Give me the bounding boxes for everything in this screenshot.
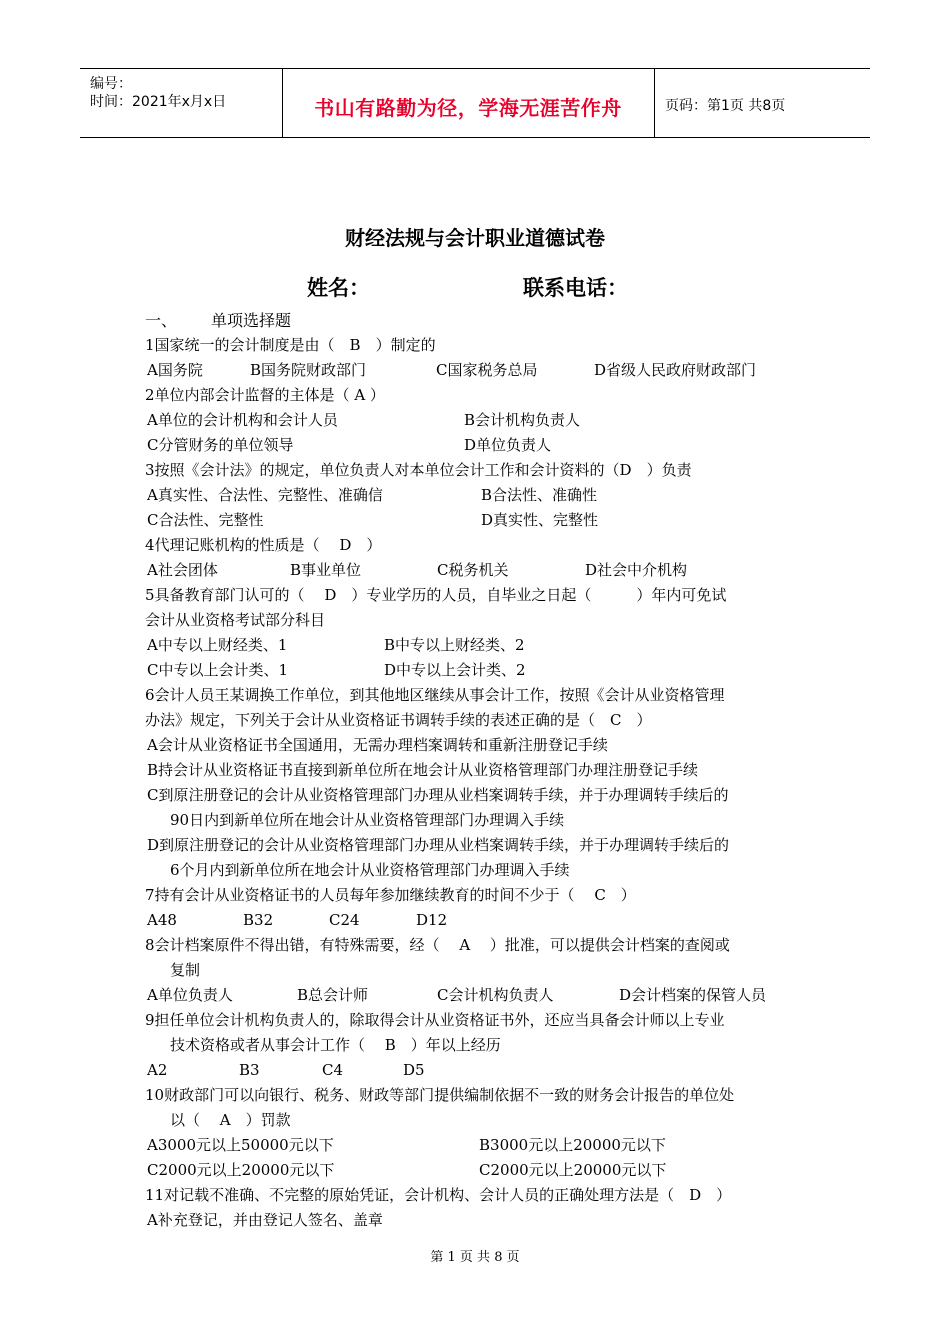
option: D5 xyxy=(403,1061,425,1079)
option: A单位负责人 xyxy=(147,986,233,1004)
option: C2000元以上20000元以下 xyxy=(147,1161,335,1179)
question-line: 复制 xyxy=(170,961,201,979)
option: C到原注册登记的会计从业资格管理部门办理从业档案调转手续，并于办理调转手续后的 xyxy=(147,786,729,804)
option: B合法性、准确性 xyxy=(481,486,598,504)
option: C2000元以上20000元以下 xyxy=(479,1161,667,1179)
option: B持会计从业资格证书直接到新单位所在地会计从业资格管理部门办理注册登记手续 xyxy=(147,761,699,779)
option: A单位的会计机构和会计人员 xyxy=(147,411,338,429)
option: A会计从业资格证书全国通用，无需办理档案调转和重新注册登记手续 xyxy=(147,736,608,754)
question-line: 4代理记账机构的性质是（ D ） xyxy=(145,536,382,554)
motto: 书山有路勤为径，学海无涯苦作舟 xyxy=(314,96,622,120)
option: D真实性、完整性 xyxy=(481,511,599,529)
option: B事业单位 xyxy=(290,561,362,579)
option: D单位负责人 xyxy=(464,436,552,454)
option: 6个月内到新单位所在地会计从业资格管理部门办理调入手续 xyxy=(170,861,570,879)
option: D会计档案的保管人员 xyxy=(619,986,767,1004)
question-line: 5具备教育部门认可的（ D ）专业学历的人员，自毕业之日起（ ）年内可免试 xyxy=(145,586,727,604)
option: B总会计师 xyxy=(297,986,369,1004)
question-line: 6会计人员王某调换工作单位，到其他地区继续从事会计工作，按照《会计从业资格管理 xyxy=(145,686,725,704)
code-label: 编号： xyxy=(90,76,132,92)
page-info: 页码：第1页 共8页 xyxy=(665,98,786,114)
question-line: 9担任单位会计机构负责人的，除取得会计从业资格证书外，还应当具备会计师以上专业 xyxy=(145,1011,725,1029)
option: D到原注册登记的会计从业资格管理部门办理从业档案调转手续，并于办理调转手续后的 xyxy=(147,836,730,854)
header-left-cell xyxy=(80,69,283,137)
header-table xyxy=(80,68,870,138)
option: D12 xyxy=(416,911,448,929)
header-right-cell xyxy=(655,69,870,137)
option: C分管财务的单位领导 xyxy=(147,436,294,454)
header-middle-cell xyxy=(282,69,655,137)
question-line: 技术资格或者从事会计工作（ B ）年以上经历 xyxy=(170,1036,501,1054)
option: A社会团体 xyxy=(147,561,218,579)
question-line: 10财政部门可以向银行、税务、财政等部门提供编制依据不一致的财务会计报告的单位处 xyxy=(145,1086,735,1104)
option: C4 xyxy=(322,1061,344,1079)
option: D省级人民政府财政部门 xyxy=(594,361,757,379)
option: C中专以上会计类、1 xyxy=(147,661,289,679)
option: C国家税务总局 xyxy=(436,361,538,379)
question-line: 3按照《会计法》的规定，单位负责人对本单位会计工作和会计资料的（D ）负责 xyxy=(145,461,692,479)
option: A2 xyxy=(147,1061,168,1079)
option: A3000元以上50000元以下 xyxy=(147,1136,334,1154)
option: D社会中介机构 xyxy=(585,561,688,579)
option: B32 xyxy=(243,911,274,929)
option: A补充登记，并由登记人签名、盖章 xyxy=(147,1211,383,1229)
option: A48 xyxy=(147,911,177,929)
question-line: 8会计档案原件不得出错，有特殊需要，经（ A ）批准，可以提供会计档案的查阅或 xyxy=(145,936,730,954)
option: C税务机关 xyxy=(437,561,509,579)
option: C会计机构负责人 xyxy=(437,986,554,1004)
question-line: 11对记载不准确、不完整的原始凭证，会计机构、会计人员的正确处理方法是（ D ） xyxy=(145,1186,732,1204)
option: B3 xyxy=(239,1061,260,1079)
option: A真实性、合法性、完整性、准确信 xyxy=(147,486,383,504)
question-line: 以（ A ）罚款 xyxy=(170,1111,291,1129)
question-line: 办法》规定，下列关于会计从业资格证书调转手续的表述正确的是（ C ） xyxy=(145,711,652,729)
option: 90日内到新单位所在地会计从业资格管理部门办理调入手续 xyxy=(170,811,565,829)
name-label: 姓名： xyxy=(307,276,370,300)
option: C24 xyxy=(329,911,360,929)
option: B国务院财政部门 xyxy=(250,361,367,379)
page-footer: 第 1 页 共 8 页 xyxy=(430,1250,520,1265)
option: C合法性、完整性 xyxy=(147,511,264,529)
option: B中专以上财经类、2 xyxy=(384,636,525,654)
option: A中专以上财经类、1 xyxy=(147,636,288,654)
section-heading: 单项选择题 xyxy=(211,311,292,330)
option: A国务院 xyxy=(147,361,203,379)
option: D中专以上会计类、2 xyxy=(384,661,526,679)
question-line: 会计从业资格考试部分科目 xyxy=(145,611,326,629)
section-number: 一、 xyxy=(145,311,178,330)
exam-title: 财经法规与会计职业道德试卷 xyxy=(345,226,605,250)
question-line: 1国家统一的会计制度是由（ B ）制定的 xyxy=(145,336,436,354)
option: B会计机构负责人 xyxy=(464,411,581,429)
question-line: 2单位内部会计监督的主体是（ A ） xyxy=(145,386,385,404)
phone-label: 联系电话： xyxy=(523,276,628,300)
option: B3000元以上20000元以下 xyxy=(479,1136,666,1154)
date-line: 时间：2021年x月x日 xyxy=(90,94,227,110)
question-line: 7持有会计从业资格证书的人员每年参加继续教育的时间不少于（ C ） xyxy=(145,886,636,904)
